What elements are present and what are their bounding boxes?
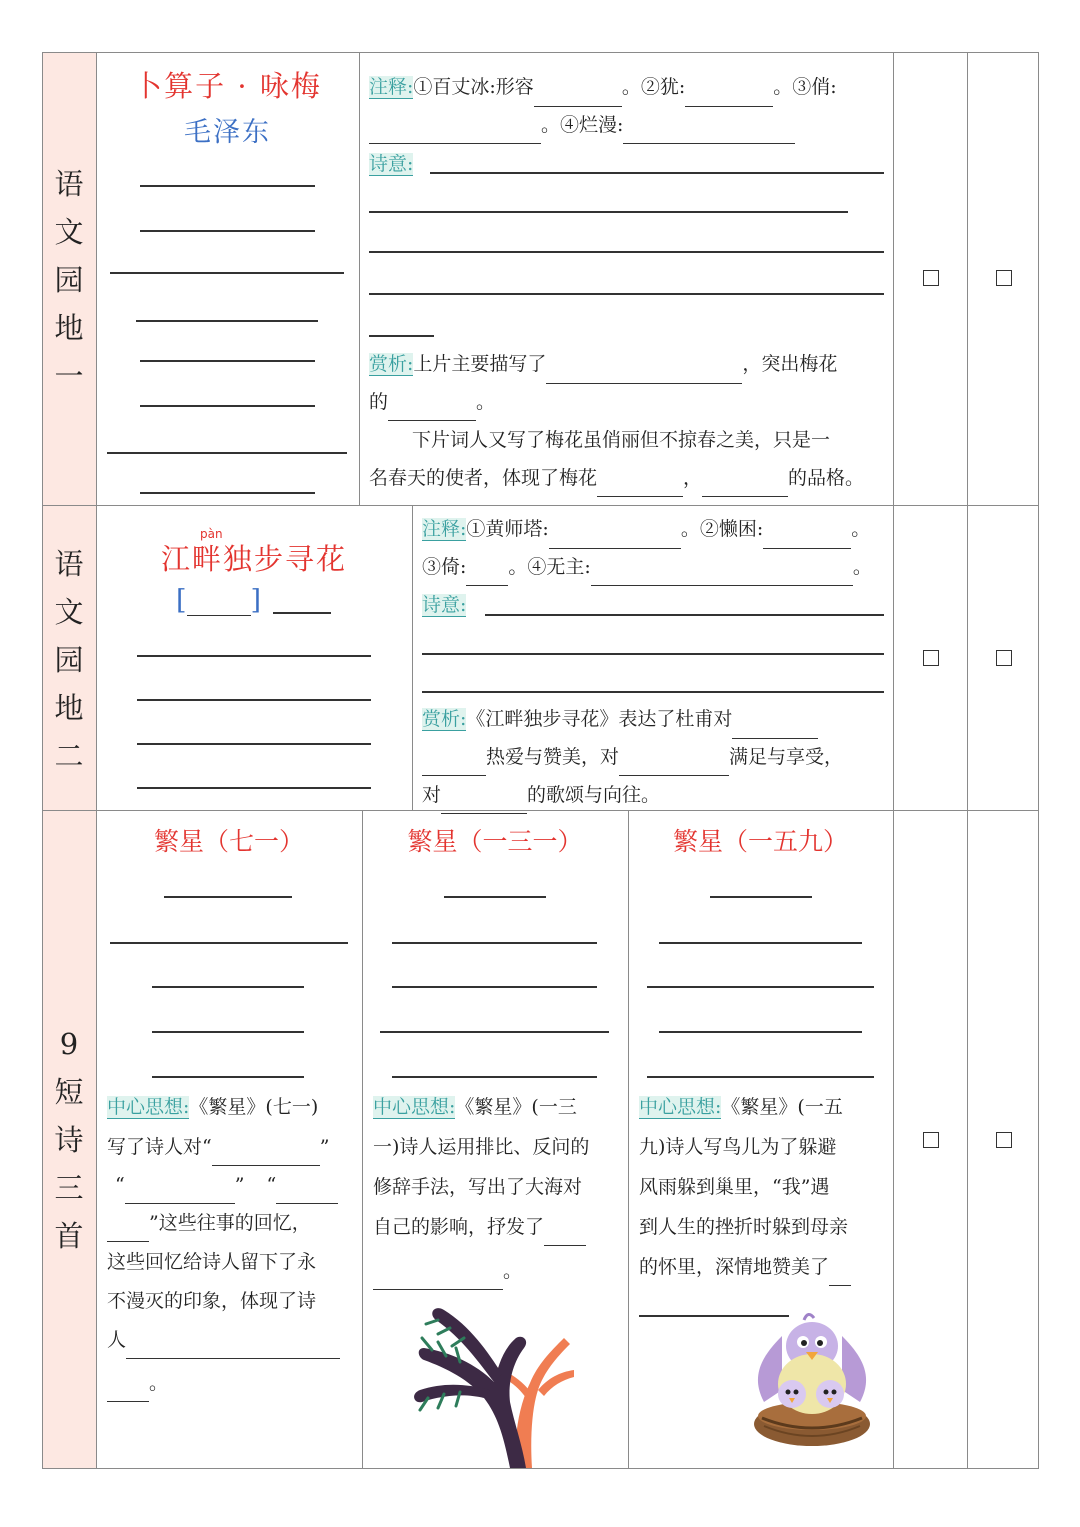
answer-blank[interactable] xyxy=(546,361,742,384)
theme-tag: 中心思想: xyxy=(639,1096,722,1118)
theme-line-6: 不漫灭的印象，体现了诗 xyxy=(107,1290,317,1312)
poem-blank-line[interactable] xyxy=(164,896,292,898)
poem-blank-line[interactable] xyxy=(137,743,371,745)
poem-blank-line[interactable] xyxy=(136,320,318,322)
notes-tag: 注释: xyxy=(422,518,467,540)
checkbox[interactable] xyxy=(923,650,939,666)
theme-line-5: 。 xyxy=(373,1252,522,1290)
theme-line-3: 修辞手法，写出了大海对 xyxy=(373,1176,583,1198)
meaning-blank[interactable] xyxy=(369,211,848,213)
table-border-bottom xyxy=(42,1468,1039,1469)
theme-line-5: 的怀里，深情地赞美了 xyxy=(639,1248,851,1286)
poem-blank-line[interactable] xyxy=(392,1076,597,1078)
answer-blank[interactable] xyxy=(544,1223,586,1246)
poem-blank-line[interactable] xyxy=(107,452,347,454)
poem-blank-line[interactable] xyxy=(152,986,304,988)
meaning-line xyxy=(422,586,466,624)
meaning-tag: 诗意: xyxy=(422,594,467,616)
table-border-right xyxy=(1038,52,1039,1468)
answer-blank[interactable] xyxy=(685,84,773,107)
theme-line-3: 风雨躲到巢里，“我”遇 xyxy=(639,1176,830,1198)
answer-blank[interactable] xyxy=(373,1267,503,1290)
poem-blank-line[interactable] xyxy=(140,492,315,494)
answer-blank[interactable] xyxy=(829,1263,851,1286)
col-divider-check2 xyxy=(967,52,968,1468)
answer-blank[interactable] xyxy=(702,474,788,497)
answer-blank[interactable] xyxy=(597,474,683,497)
poem-blank-line[interactable] xyxy=(140,405,315,407)
answer-blank[interactable] xyxy=(125,1181,235,1204)
theme-line-1: 中心思想:《繁星》(一三 xyxy=(373,1096,577,1118)
answer-blank[interactable] xyxy=(107,1379,149,1402)
answer-blank[interactable] xyxy=(591,563,853,586)
theme-line-8: 。 xyxy=(107,1364,168,1402)
poem-title-fanxing-71: 繁星（七一） xyxy=(153,827,304,856)
answer-blank[interactable] xyxy=(732,716,818,739)
poem-blank-line[interactable] xyxy=(152,1076,304,1078)
meaning-tag: 诗意: xyxy=(369,153,414,175)
row-divider-1 xyxy=(42,505,1039,506)
side-label-3: 9 短 诗 三 首 xyxy=(54,1027,84,1253)
appreciation-line-3: 对 的歌颂与向往。 xyxy=(422,776,660,814)
poem-blank-line[interactable] xyxy=(380,1031,609,1033)
poem-blank-line[interactable] xyxy=(647,986,874,988)
author-blank[interactable] xyxy=(273,612,331,614)
answer-blank[interactable] xyxy=(107,1219,149,1242)
appreciation-line-3: 下片词人又写了梅花虽俏丽但不掠春之美，只是一 xyxy=(412,429,831,451)
poem-blank-line[interactable] xyxy=(110,272,344,274)
poem-blank-line[interactable] xyxy=(392,942,597,944)
appreciation-line-1: 赏析:上片主要描写了 ，突出梅花 xyxy=(369,345,837,384)
poem-blank-line[interactable] xyxy=(140,185,315,187)
checkbox[interactable] xyxy=(996,270,1012,286)
meaning-blank[interactable] xyxy=(422,691,884,693)
col-divider-r1 xyxy=(359,52,360,505)
poem-title-fanxing-131: 繁星（一三一） xyxy=(407,827,583,856)
meaning-blank[interactable] xyxy=(430,172,884,174)
col-divider-side xyxy=(96,52,97,1468)
notes-line-1: 注释:①百丈冰:形容 。②犹: 。③俏: xyxy=(369,68,837,107)
theme-line-4: 到人生的挫折时躲到母亲 xyxy=(639,1216,849,1238)
theme-line-7: 人 xyxy=(107,1321,340,1359)
notes-line-2: 。④烂漫: xyxy=(369,106,795,144)
answer-blank[interactable] xyxy=(549,526,681,549)
answer-blank[interactable] xyxy=(466,563,508,586)
answer-blank[interactable] xyxy=(388,398,476,421)
appreciation-tag: 赏析: xyxy=(369,353,414,375)
poem-blank-line[interactable] xyxy=(659,1031,862,1033)
col-divider-r3b xyxy=(628,810,629,1468)
notes-line-1: 注释:①黄师塔: 。②懒困: 。 xyxy=(422,510,870,549)
checkbox[interactable] xyxy=(923,270,939,286)
col-divider-r3a xyxy=(362,810,363,1468)
poem-blank-line[interactable] xyxy=(152,1031,304,1033)
checkbox[interactable] xyxy=(996,1132,1012,1148)
bird-nest-illustration xyxy=(742,1306,882,1454)
appreciation-line-2: 的 。 xyxy=(369,383,495,421)
appreciation-tag: 赏析: xyxy=(422,708,467,730)
checkbox[interactable] xyxy=(923,1132,939,1148)
side-label-2: 语 文 园 地 二 xyxy=(54,547,84,773)
answer-blank[interactable] xyxy=(276,1181,338,1204)
meaning-blank[interactable] xyxy=(422,653,884,655)
answer-blank[interactable] xyxy=(441,791,527,814)
table-border-top xyxy=(42,52,1039,53)
side-label-1: 语 文 园 地 一 xyxy=(54,167,84,393)
coral-illustration xyxy=(398,1298,598,1468)
answer-blank[interactable] xyxy=(212,1143,320,1166)
theme-line-2: 一)诗人运用排比、反问的 xyxy=(373,1136,590,1158)
theme-line-4: ”这些往事的回忆， xyxy=(107,1204,311,1242)
theme-line-1: 中心思想:《繁星》(七一) xyxy=(107,1096,319,1118)
meaning-line xyxy=(369,145,413,183)
pinyin-annotation: pàn xyxy=(200,527,223,541)
poem-blank-line[interactable] xyxy=(140,230,315,232)
answer-blank[interactable] xyxy=(534,84,622,107)
answer-blank[interactable] xyxy=(126,1336,340,1359)
poem-blank-line[interactable] xyxy=(710,896,812,898)
answer-blank[interactable] xyxy=(619,753,729,776)
theme-tag: 中心思想: xyxy=(107,1096,190,1118)
meaning-blank[interactable] xyxy=(369,335,434,337)
meaning-blank[interactable] xyxy=(369,251,884,253)
theme-line-4: 自己的影响，抒发了 xyxy=(373,1208,586,1246)
theme-tag: 中心思想: xyxy=(373,1096,456,1118)
checkbox[interactable] xyxy=(996,650,1012,666)
col-divider-check1 xyxy=(893,52,894,1468)
poem-blank-line[interactable] xyxy=(647,1076,874,1078)
theme-line-2: 九)诗人写鸟儿为了躲避 xyxy=(639,1136,837,1158)
poem-blank-line[interactable] xyxy=(659,942,862,944)
appreciation-line-2: 热爱与赞美，对 满足与享受， xyxy=(422,738,843,776)
col-divider-r2 xyxy=(412,505,413,810)
poem-blank-line[interactable] xyxy=(140,360,315,362)
poem-blank-line[interactable] xyxy=(392,986,597,988)
poem-blank-line[interactable] xyxy=(137,787,371,789)
poem-author-1: 毛泽东 xyxy=(184,117,271,148)
answer-blank[interactable] xyxy=(369,121,541,144)
theme-line-1: 中心思想:《繁星》(一五 xyxy=(639,1096,843,1118)
poem-blank-line[interactable] xyxy=(444,896,546,898)
meaning-blank[interactable] xyxy=(369,293,884,295)
poem-title-fanxing-159: 繁星（一五九） xyxy=(672,827,848,856)
answer-blank[interactable] xyxy=(422,753,486,776)
poem-title-1: 卜算子 · 咏梅 xyxy=(133,69,322,103)
meaning-blank[interactable] xyxy=(485,614,884,616)
theme-line-3: “ ” “ xyxy=(115,1166,338,1204)
notes-line-2: ③倚: 。④无主: 。 xyxy=(422,548,872,586)
theme-line-2: 写了诗人对“ ” xyxy=(107,1128,329,1166)
appreciation-line-1: 赏析:《江畔独步寻花》表达了杜甫对 xyxy=(422,700,818,739)
answer-blank[interactable] xyxy=(763,526,851,549)
poem-blank-line[interactable] xyxy=(137,655,371,657)
poem-blank-line[interactable] xyxy=(137,699,371,701)
answer-blank[interactable] xyxy=(623,121,795,144)
appreciation-line-4: 名春天的使者，体现了梅花 ， 的品格。 xyxy=(369,459,864,497)
author-bracket-blank[interactable]: [ ] xyxy=(176,585,262,616)
poem-blank-line[interactable] xyxy=(110,942,348,944)
poem-title-2: 江畔独步寻花 xyxy=(160,542,347,576)
notes-tag: 注释: xyxy=(369,76,414,98)
theme-line-5: 这些回忆给诗人留下了永 xyxy=(107,1251,317,1273)
